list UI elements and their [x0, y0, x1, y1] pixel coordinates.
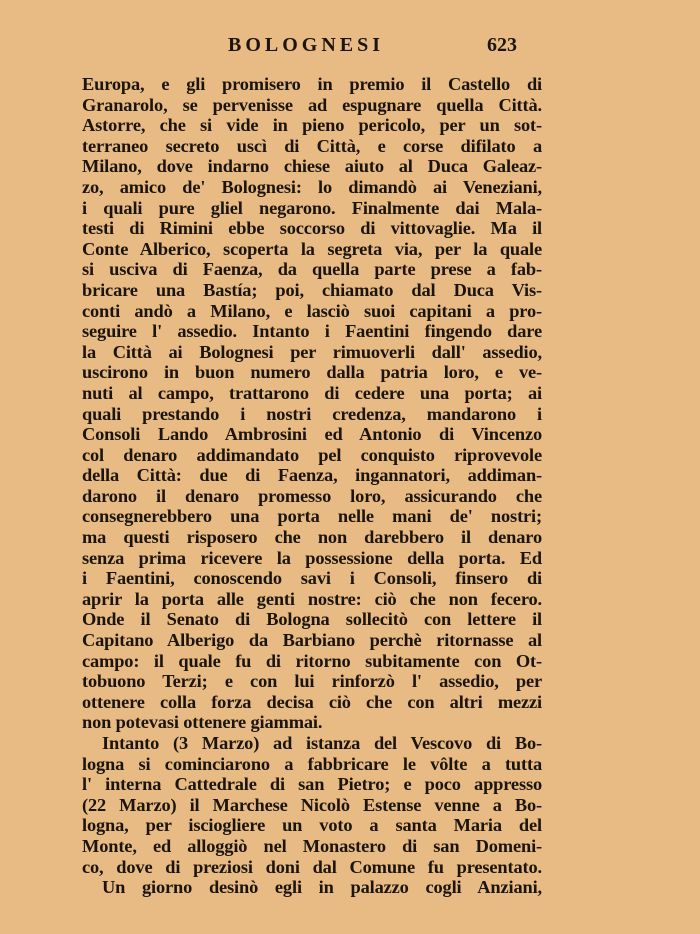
- text-line: Consoli Lando Ambrosini ed Antonio di Vincenzo: [82, 424, 542, 445]
- text-line: Milano, dove indarno chiese aiuto al Duca Galeaz-: [82, 156, 542, 177]
- text-line: campo: il quale fu di ritorno subitamente con Ot-: [82, 650, 542, 671]
- text-line: Un giorno desinò egli in palazzo cogli Anziani,: [102, 877, 542, 898]
- text-line: conti andò a Milano, e lasciò suoi capitani a pro-: [82, 300, 542, 321]
- text-line: Granarolo, se pervenisse ad espugnare quella Città.: [82, 94, 542, 115]
- text-line: bricare una Bastía; poi, chiamato dal Duca Vis-: [82, 279, 542, 300]
- page-number: 623: [487, 34, 517, 56]
- text-line: i quali pure gliel negarono. Finalmente dai Mala-: [82, 197, 542, 218]
- text-line: della Città: due di Faenza, ingannatori, addiman-: [82, 465, 542, 486]
- text-line: l' interna Cattedrale di san Pietro; e poco appresso: [82, 774, 542, 795]
- text-line: nuti al campo, trattarono di cedere una porta; ai: [82, 382, 542, 403]
- text-line: quali prestando i nostri credenza, mandarono i: [82, 403, 542, 424]
- body-text: [82, 74, 542, 898]
- text-line: ottenere colla forza decisa ciò che con altri mezzi: [82, 691, 542, 712]
- text-line: Capitano Alberigo da Barbiano perchè ritornasse al: [82, 630, 542, 651]
- text-line: Astorre, che si vide in pieno pericolo, per un sot-: [82, 115, 542, 136]
- text-line: i Faentini, conoscendo savi i Consoli, finsero di: [82, 568, 542, 589]
- text-line: Intanto (3 Marzo) ad istanza del Vescovo di Bo-: [102, 733, 542, 753]
- text-line: darono il denaro promesso loro, assicurando che: [82, 485, 542, 506]
- text-line: consegnerebbero una porta nelle mani de' nostri;: [82, 506, 542, 527]
- text-line: senza prima ricevere la possessione della porta. Ed: [82, 547, 542, 568]
- text-line: seguire l' assedio. Intanto i Faentini fingendo dare: [82, 321, 542, 342]
- text-line: la Città ai Bolognesi per rimuoverli dall' assedio,: [82, 341, 542, 362]
- text-line: Europa, e gli promisero in premio il Castello di: [82, 74, 542, 94]
- text-line: tobuono Terzi; e con lui rinforzò l' assedio, per: [82, 671, 542, 692]
- text-line: logna, per isciogliere un voto a santa Maria del: [82, 815, 542, 836]
- text-line: zo, amico de' Bolognesi: lo dimandò ai Veneziani,: [82, 176, 542, 197]
- text-line: non potevasi ottenere giammai.: [82, 712, 323, 733]
- text-line: col denaro addimandato pel conquisto riprovevole: [82, 444, 542, 465]
- text-line: Monte, ed alloggiò nel Monastero di san Domeni-: [82, 835, 542, 856]
- text-line: logna si cominciarono a fabbricare le vôlte a tutta: [82, 753, 542, 774]
- text-line: testi di Rimini ebbe soccorso di vittovaglie. Ma il: [82, 218, 542, 239]
- text-line: ma questi risposero che non darebbero il denaro: [82, 527, 542, 548]
- text-line: (22 Marzo) il Marchese Nicolò Estense venne a Bo-: [82, 794, 542, 815]
- text-line: Conte Alberico, scoperta la segreta via, per la quale: [82, 238, 542, 259]
- text-line: Onde il Senato di Bologna sollecitò con lettere il: [82, 609, 542, 630]
- text-line: aprir la porta alle genti nostre: ciò che non fecero.: [82, 588, 542, 609]
- text-line: si usciva di Faenza, da quella parte prese a fab-: [82, 259, 542, 280]
- page-header: [82, 34, 542, 60]
- running-title: BOLOGNESI: [228, 34, 385, 56]
- text-line: co, dove di preziosi doni dal Comune fu presentato.: [82, 856, 542, 877]
- text-line: uscirono in buon numero dalla patria loro, e ve-: [82, 362, 542, 383]
- text-line: terraneo secreto uscì di Città, e corse difilato a: [82, 135, 542, 156]
